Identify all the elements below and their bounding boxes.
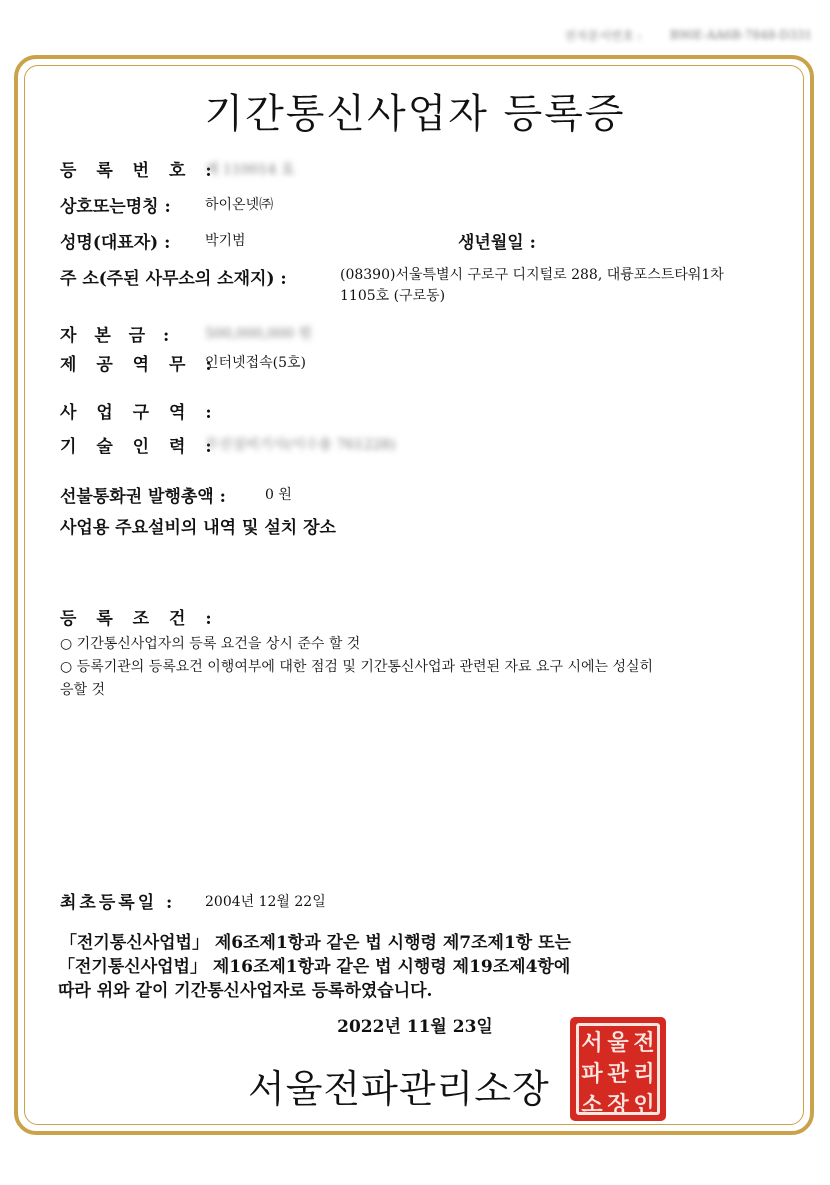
prepaid-value: 0 원 — [265, 487, 292, 503]
official-seal: 서 울 전 파 관 리 소 장 인 — [570, 1017, 666, 1121]
business-area-label: 사 업 구 역 : — [60, 403, 219, 423]
birthdate-label: 생년월일 : — [458, 233, 536, 253]
first-reg-value: 2004년 12월 22일 — [205, 894, 326, 910]
representative-label: 성명(대표자) : — [60, 233, 171, 253]
conditions-label: 등 록 조 건 : — [60, 609, 219, 629]
company-value: 하이온넷㈜ — [205, 197, 274, 213]
condition-item-continued: 응할 것 — [60, 682, 106, 698]
document-number-area — [407, 22, 812, 48]
certificate-title: 기간통신사업자 등록증 — [204, 91, 626, 137]
equipment-heading: 사업용 주요설비의 내역 및 설치 장소 — [60, 518, 336, 538]
first-reg-label: 최초등록일 : — [60, 893, 176, 913]
condition-item: ○ 등록기관의 등록요건 이행여부에 대한 점검 및 기간통신사업과 관련된 자료 요구 시에는 성실히 — [60, 659, 654, 675]
address-label: 주 소(주된 사무소의 소재지) : — [60, 269, 287, 289]
representative-value: 박기범 — [205, 233, 246, 249]
service-value: 인터넷접속(5호) — [205, 355, 306, 371]
technician-label: 기 술 인 력 : — [60, 437, 219, 457]
company-label: 상호또는명칭 : — [60, 197, 171, 217]
statement-line: 「전기통신사업법」 제6조제1항과 같은 법 시행령 제7조제1항 또는 — [60, 933, 571, 953]
address-line-1: (08390)서울특별시 구로구 디지털로 288, 대륭포스트타워1차 — [340, 267, 724, 283]
issue-date: 2022년 11월 23일 — [337, 1017, 493, 1037]
reg-no-label: 등 록 번 호 : — [60, 161, 219, 181]
capital-label: 자 본 금 : — [60, 326, 176, 346]
address-line-2: 1105호 (구로동) — [340, 288, 446, 304]
issuer-name: 서울전파관리소장 — [248, 1067, 550, 1111]
capital-value: 500,000,000 원 — [205, 326, 313, 342]
technician-value: 무선설비기사(이수용 761228) — [205, 437, 396, 453]
statement-line: 「전기통신사업법」 제16조제1항과 같은 법 시행령 제19조제4항에 — [58, 957, 571, 977]
document-number-label: 전자문서번호 : — [564, 28, 642, 43]
document-number-value: B90E-AA6B-7848-D331 — [669, 28, 812, 42]
service-label: 제 공 역 무 : — [60, 355, 219, 375]
prepaid-label: 선불통화권 발행총액 : — [60, 487, 226, 507]
reg-no-value: 제 110014 호 — [205, 162, 295, 178]
condition-item: ○ 기간통신사업자의 등록 요건을 상시 준수 할 것 — [60, 636, 361, 652]
statement-line: 따라 위와 같이 기간통신사업자로 등록하였습니다. — [58, 981, 433, 1001]
